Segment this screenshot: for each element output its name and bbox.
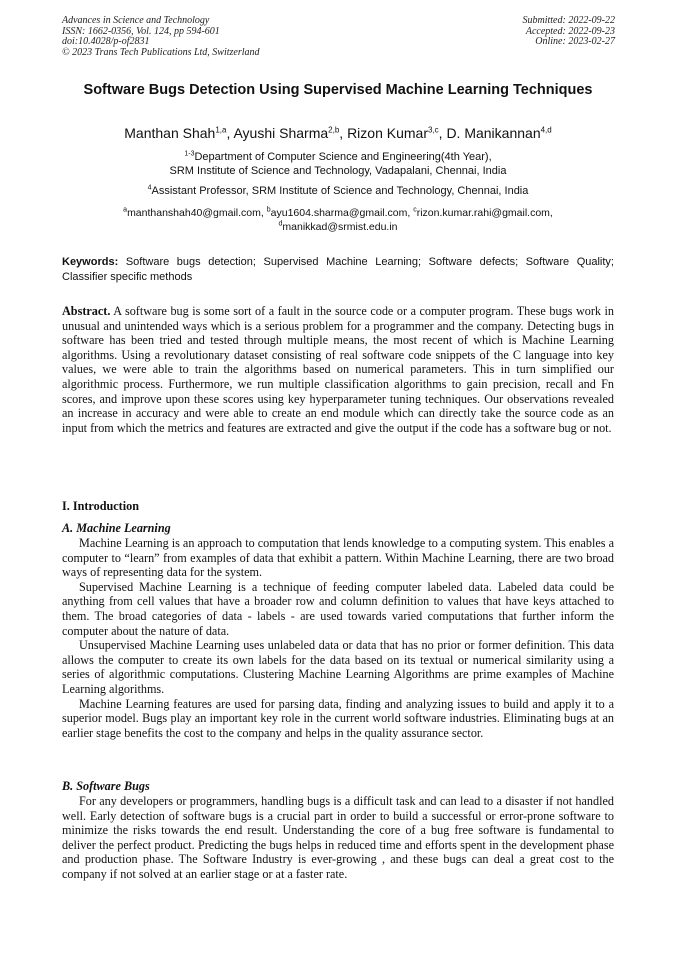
- keywords-block: [62, 255, 614, 284]
- abstract-block: [62, 304, 614, 435]
- email-mark: a: [123, 206, 128, 214]
- email-link[interactable]: rizon.kumar.rahi@gmail.com: [416, 207, 550, 219]
- subsection-heading-machine-learning: A. Machine Learning: [62, 521, 171, 535]
- author-name: Manthan Shah: [124, 125, 216, 141]
- author-affiliation-mark: 1,a: [215, 125, 227, 135]
- affiliation-professor: [62, 184, 614, 198]
- online-date: Online: 2023-02-27: [535, 36, 615, 47]
- email-mark: b: [266, 206, 271, 214]
- journal-name: Advances in Science and Technology: [62, 15, 210, 26]
- copyright-line: © 2023 Trans Tech Publications Ltd, Switzerland: [62, 46, 260, 58]
- affiliation-institute: SRM Institute of Science and Technology, Vadapalani, Chennai, India: [169, 165, 507, 177]
- author-affiliation-mark: 3,c: [427, 125, 439, 135]
- author-affiliation-mark: 4,d: [540, 125, 552, 135]
- affiliation-mark: 4: [147, 184, 152, 192]
- email-link[interactable]: manthanshah40@gmail.com: [127, 207, 261, 219]
- issn-line: ISSN: 1662-0356, Vol. 124, pp 594-601: [62, 25, 220, 37]
- abstract-label: Abstract.: [62, 304, 111, 318]
- email-link[interactable]: manikkad@srmist.edu.in: [282, 221, 398, 233]
- paragraph: Machine Learning features are used for parsing data, finding and analyzing issues to build and apply it to a superior model. Bugs play an important key role in the current world software industries. Eliminating bugs at an earlier stage benefits the cost to the company and helps in the quality assurance sector.: [62, 696, 614, 740]
- paragraph: Unsupervised Machine Learning uses unlabeled data or data that has no prior or former definition. This data allows the computer to create its own labels for the data based on its textual or numerical similarity using a series of algorithmic computations. Clustering Machine Learning Algorithms are prime examples of Machine Learning algorithms.: [62, 638, 614, 696]
- email-mark: c: [413, 206, 417, 214]
- author-affiliation-mark: 2,b: [328, 125, 340, 135]
- doi-line: doi:10.4028/p-of2831: [62, 36, 150, 47]
- abstract-text: A software bug is some sort of a fault in the source code or a computer program. These bugs work in unusual and unintended ways which is a serious problem for a programmer and the company. Detecting bugs in software has been tried and tested through multiple means, the most recent of which is Machine Learning algorithms. Using a revolutionary dataset consisting of real software code snippets of the C language into key values, we were able to train the algorithms based on numerical parameters. This in turn simplified our algorithmic process. Furthermore, we run multiple classification algorithms to gain precision, recall and Fn scores, and improve upon these scores using key hyperparameter tuning techniques. Our observations revealed an increase in accuracy and were able to create an end module which can directly take the source code as an input from which the metrics and features are extracted and give the output if the code has a software bug or not.: [62, 304, 615, 435]
- keywords-label: Keywords:: [62, 256, 119, 268]
- paper-title: Software Bugs Detection Using Supervised Machine Learning Techniques: [83, 82, 593, 98]
- paragraph: Supervised Machine Learning is a technique of feeding computer labeled data. Labeled data could be anything from cell values that have a broader row and column definition to values that have keys attached to them. The broad categories of data - labels - are used towards varied computations that further inform the computer about the nature of data.: [62, 579, 614, 638]
- software-bugs-body: [62, 794, 614, 882]
- author-name: Ayushi Sharma: [233, 125, 329, 141]
- section-heading-introduction: I. Introduction: [62, 499, 139, 513]
- accepted-date: Accepted: 2022-09-23: [525, 25, 615, 37]
- email-mark: d: [278, 220, 283, 228]
- affiliation-department: Department of Computer Science and Engineering(4th Year),: [194, 151, 492, 163]
- affiliation-mark: 1-3: [184, 150, 195, 158]
- affiliation-students: [62, 150, 614, 178]
- submitted-date: Submitted: 2022-09-22: [522, 15, 615, 26]
- email-link[interactable]: ayu1604.sharma@gmail.com: [270, 207, 408, 219]
- dates-header: [523, 16, 616, 48]
- subsection-heading-software-bugs: B. Software Bugs: [62, 779, 150, 793]
- paragraph: For any developers or programmers, handling bugs is a difficult task and can lead to a disaster if not handled well. Early detection of software bugs is a crucial part in order to build a successful or error-prone software to minimize the risks towards the end result. Understanding the core of a bug free software is fundamental to deliver the perfect product. Predicting the bugs helps in reduced time and efforts spent in the development phase and production phase. The Software Industry is ever-growing , and these bugs can deal a great cost to the company if not solved at an earlier stage or at a faster rate.: [62, 794, 614, 881]
- keywords-text: Software bugs detection; Supervised Machine Learning; Software defects; Software Quality; Classifier specific methods: [62, 256, 614, 283]
- email-list: $^a$manthanshah40@gmail.com, $^b$ayu1604.sharma@gmail.com, $^c$rizon.kumar.rahi@gmail.com, $^d$manikkad@srmist.edu.in: [123, 206, 553, 233]
- author-name: D. Manikannan: [446, 125, 541, 141]
- affiliation-text: Assistant Professor, SRM Institute of Science and Technology, Chennai, India: [151, 185, 529, 197]
- journal-header: [62, 16, 260, 58]
- author-name: Rizon Kumar: [347, 125, 428, 141]
- author-list: Manthan Shah$^{1,a}$, Ayushi Sharma$^{2,b}$, Rizon Kumar$^{3,c}$, D. Manikannan$^{4,d}$: [124, 125, 552, 141]
- paragraph: Machine Learning is an approach to computation that lends knowledge to a computing system. This enables a computer to “learn” from examples of data that exhibit a pattern. Within Machine Learning, there are two broad ways of representing data for the system.: [62, 536, 614, 580]
- machine-learning-body: [62, 536, 614, 740]
